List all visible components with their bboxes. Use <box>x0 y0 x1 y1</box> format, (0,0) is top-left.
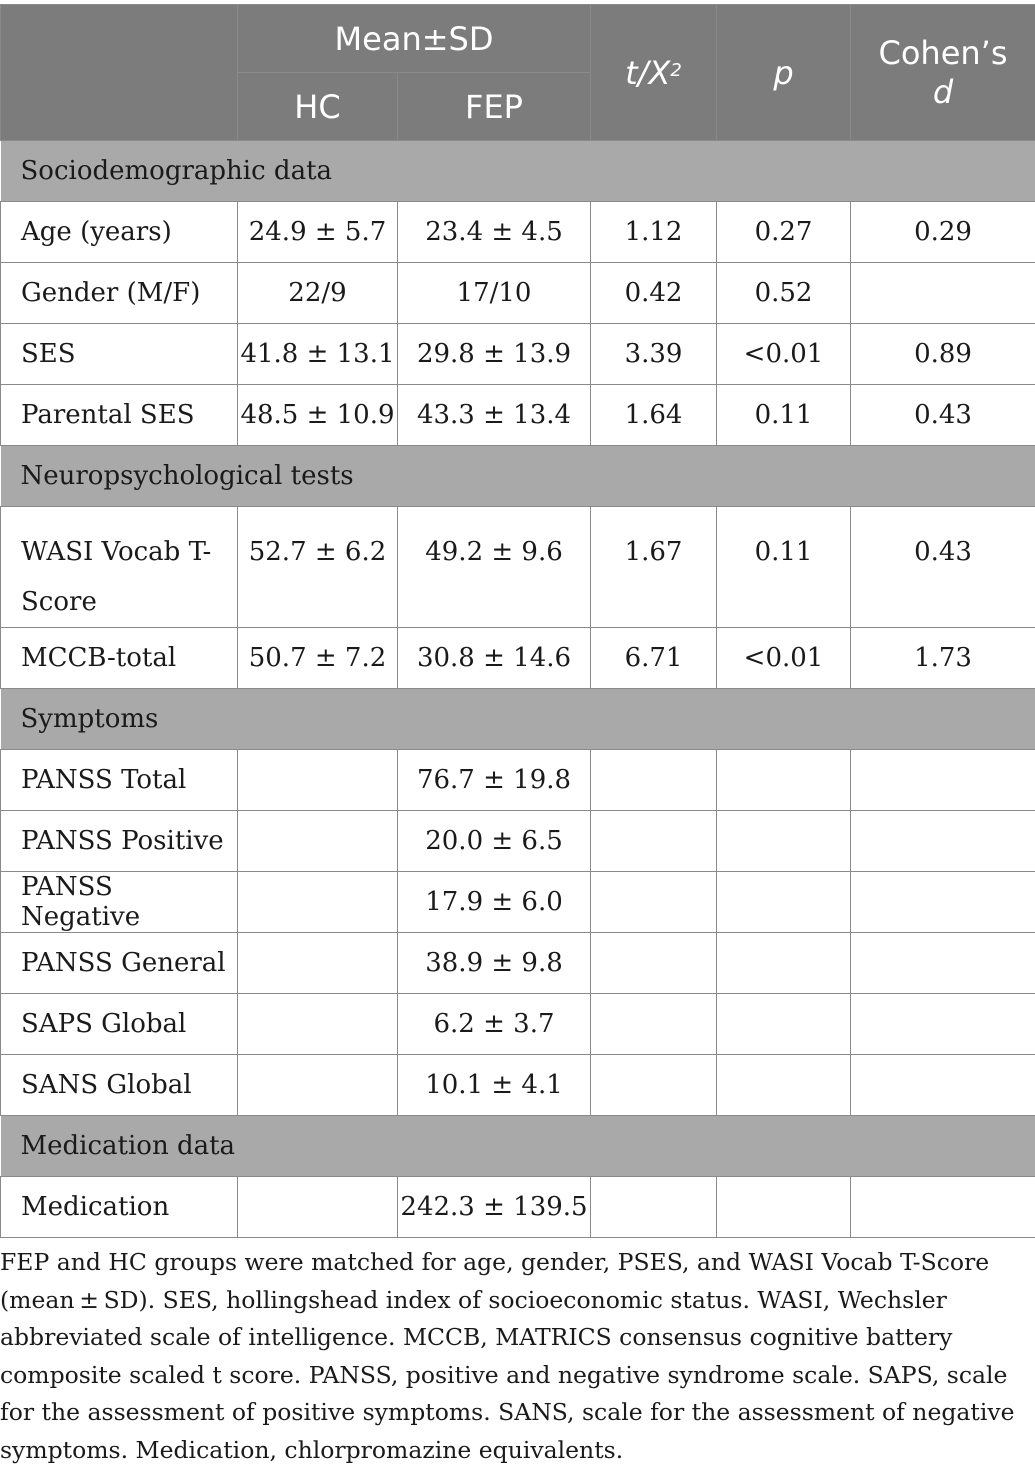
cell-d: 1.73 <box>851 628 1035 689</box>
cell-fep: 29.8 ± 13.9 <box>398 324 591 385</box>
results-table <box>0 4 1035 1238</box>
cell-fep: 242.3 ± 139.5 <box>398 1177 591 1238</box>
cell-p <box>717 750 851 811</box>
cell-p <box>717 1177 851 1238</box>
cell-hc: 48.5 ± 10.9 <box>238 385 398 446</box>
cell-fep: 20.0 ± 6.5 <box>398 811 591 872</box>
cell-p <box>717 933 851 994</box>
header-mean-sd: Mean±SD <box>238 5 591 73</box>
section-row <box>1 446 1035 507</box>
header-hc: HC <box>238 73 398 141</box>
table-row <box>1 1177 1035 1238</box>
cell-d <box>851 750 1035 811</box>
cell-fep: 17/10 <box>398 263 591 324</box>
section-title: Sociodemographic data <box>1 141 1035 202</box>
cell-hc: 22/9 <box>238 263 398 324</box>
cell-p <box>717 994 851 1055</box>
cell-p: <0.01 <box>717 628 851 689</box>
cell-fep: 76.7 ± 19.8 <box>398 750 591 811</box>
header-t-x2-sup: 2 <box>670 59 682 81</box>
table-row <box>1 385 1035 446</box>
header-fep: FEP <box>398 73 591 141</box>
table-row <box>1 202 1035 263</box>
cell-t: 1.64 <box>591 385 717 446</box>
section-row <box>1 689 1035 750</box>
row-label: MCCB-total <box>1 628 238 689</box>
cell-p <box>717 1055 851 1116</box>
table-row <box>1 933 1035 994</box>
table-row <box>1 628 1035 689</box>
table-header <box>1 5 1035 141</box>
cell-t <box>591 750 717 811</box>
cell-hc <box>238 933 398 994</box>
cell-t <box>591 872 717 933</box>
table-row <box>1 507 1035 628</box>
cell-fep: 30.8 ± 14.6 <box>398 628 591 689</box>
row-label: SANS Global <box>1 1055 238 1116</box>
table-row <box>1 324 1035 385</box>
cell-p: 0.11 <box>717 385 851 446</box>
section-title: Medication data <box>1 1116 1035 1177</box>
cell-p: 0.27 <box>717 202 851 263</box>
row-label: SAPS Global <box>1 994 238 1055</box>
cell-t <box>591 1177 717 1238</box>
cell-t <box>591 994 717 1055</box>
cell-t <box>591 811 717 872</box>
cell-p: 0.52 <box>717 263 851 324</box>
table-row <box>1 811 1035 872</box>
cell-hc: 41.8 ± 13.1 <box>238 324 398 385</box>
cell-hc: 24.9 ± 5.7 <box>238 202 398 263</box>
cell-t: 1.67 <box>591 507 717 628</box>
cell-hc: 50.7 ± 7.2 <box>238 628 398 689</box>
header-cohens-text: Cohen’s <box>878 34 1008 73</box>
cell-p: <0.01 <box>717 324 851 385</box>
row-label: Age (years) <box>1 202 238 263</box>
cell-hc <box>238 872 398 933</box>
section-title: Neuropsychological tests <box>1 446 1035 507</box>
cell-d: 0.89 <box>851 324 1035 385</box>
cell-p <box>717 872 851 933</box>
row-label: PANSS Negative <box>1 872 238 933</box>
header-blank-cell <box>1 5 238 141</box>
cell-p: 0.11 <box>717 507 851 628</box>
row-label: SES <box>1 324 238 385</box>
cell-fep: 10.1 ± 4.1 <box>398 1055 591 1116</box>
header-cohens-d-letter: d <box>932 72 954 111</box>
table-row <box>1 1055 1035 1116</box>
section-row <box>1 1116 1035 1177</box>
cell-fep: 49.2 ± 9.6 <box>398 507 591 628</box>
cell-d <box>851 933 1035 994</box>
cell-d: 0.43 <box>851 385 1035 446</box>
cell-fep: 43.3 ± 13.4 <box>398 385 591 446</box>
table-row <box>1 872 1035 933</box>
row-label: Gender (M/F) <box>1 263 238 324</box>
cell-fep: 17.9 ± 6.0 <box>398 872 591 933</box>
cell-hc <box>238 1055 398 1116</box>
cell-t: 1.12 <box>591 202 717 263</box>
header-t-x2 <box>591 5 717 141</box>
cell-fep: 38.9 ± 9.8 <box>398 933 591 994</box>
cell-fep: 23.4 ± 4.5 <box>398 202 591 263</box>
cell-d: 0.29 <box>851 202 1035 263</box>
cell-hc <box>238 750 398 811</box>
cell-t <box>591 933 717 994</box>
header-cohens-d <box>851 5 1035 141</box>
section-title: Symptoms <box>1 689 1035 750</box>
cell-d <box>851 872 1035 933</box>
table-body <box>1 141 1035 1238</box>
header-p: p <box>717 5 851 141</box>
table-footnote: FEP and HC groups were matched for age, gender, PSES, and WASI Vocab T-Score (mean ± SD). SES, hollingshead index of socioeconomic status. WASI, Wechsler abbreviated scale of intelligence. MCCB, MATRICS consensus cognitive battery composite scaled t score. PANSS, positive and negative syndrome scale. SAPS, scale for the assessment of positive symptoms. SANS, scale for the assessment of negative symptoms. Medication, chlorpromazine equivalents. <box>0 1248 1015 1464</box>
row-label: PANSS Positive <box>1 811 238 872</box>
cell-hc <box>238 1177 398 1238</box>
cell-fep: 6.2 ± 3.7 <box>398 994 591 1055</box>
cell-hc: 52.7 ± 6.2 <box>238 507 398 628</box>
cell-p <box>717 811 851 872</box>
table-row <box>1 263 1035 324</box>
row-label: Medication <box>1 1177 238 1238</box>
cell-t: 0.42 <box>591 263 717 324</box>
cell-d <box>851 1177 1035 1238</box>
cell-hc <box>238 811 398 872</box>
cell-t <box>591 1055 717 1116</box>
section-row <box>1 141 1035 202</box>
row-label: PANSS General <box>1 933 238 994</box>
row-label: Parental SES <box>1 385 238 446</box>
cell-d <box>851 994 1035 1055</box>
cell-d <box>851 263 1035 324</box>
table-row <box>1 750 1035 811</box>
table-row <box>1 994 1035 1055</box>
cell-d <box>851 1055 1035 1116</box>
cell-d <box>851 811 1035 872</box>
cell-d: 0.43 <box>851 507 1035 628</box>
header-t-x2-text: t/X <box>625 53 671 92</box>
row-label: WASI Vocab T-Score <box>1 507 238 628</box>
cell-t: 3.39 <box>591 324 717 385</box>
cell-hc <box>238 994 398 1055</box>
cell-t: 6.71 <box>591 628 717 689</box>
row-label: PANSS Total <box>1 750 238 811</box>
